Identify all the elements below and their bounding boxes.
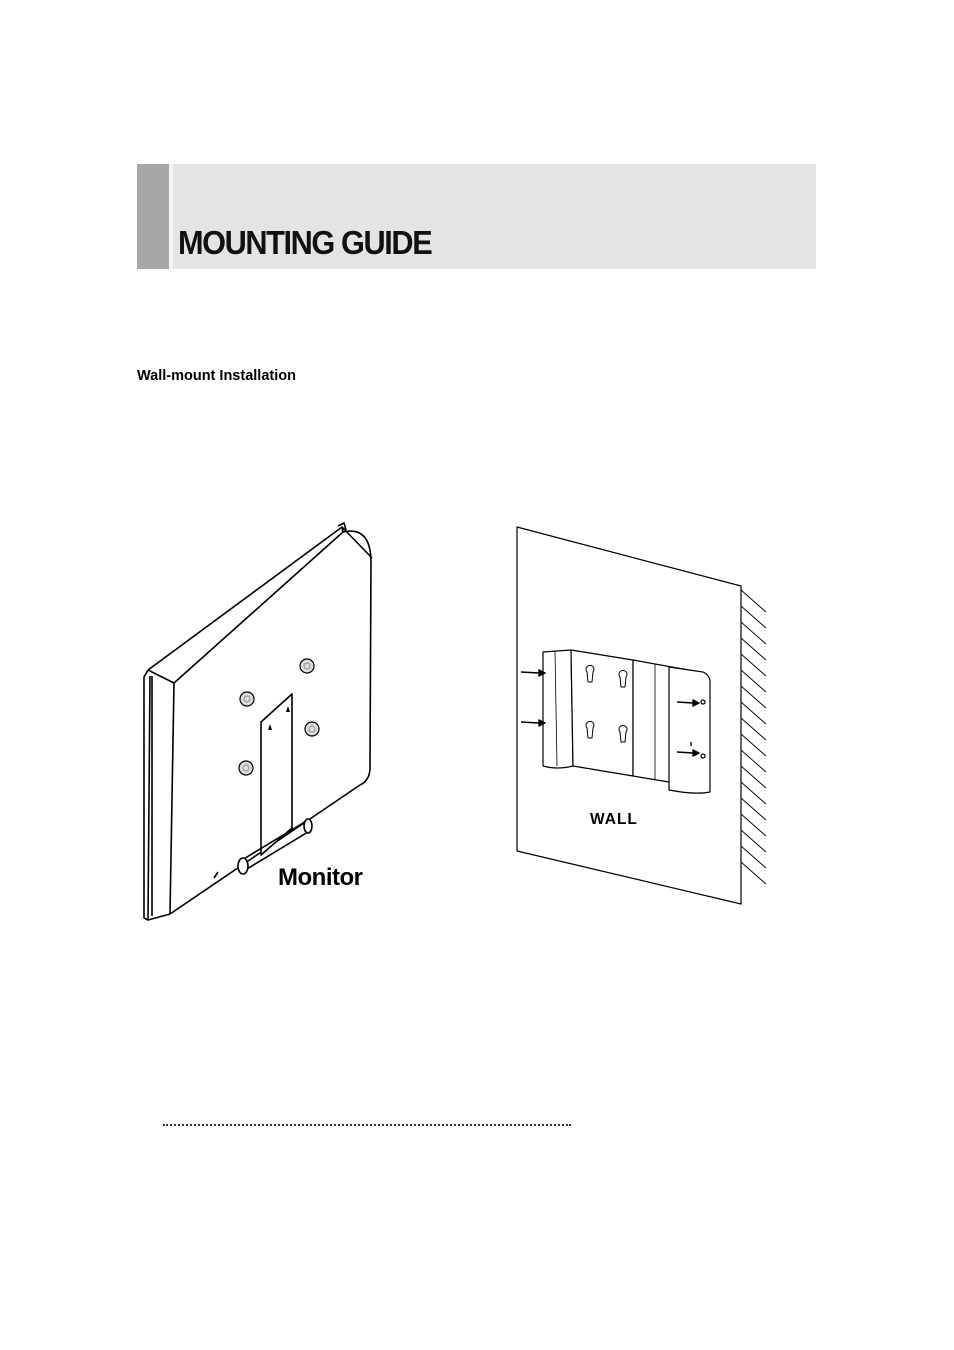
screw-hole — [239, 761, 253, 775]
header-divider — [169, 164, 173, 269]
monitor-label: Monitor — [278, 864, 363, 891]
screw-hole — [240, 692, 254, 706]
wall-bracket-illustration — [505, 520, 785, 915]
section-heading: Wall-mount Installation — [137, 368, 296, 384]
mounting-rail — [261, 694, 292, 855]
bracket-main-plate — [571, 650, 633, 776]
screw-hole — [300, 659, 314, 673]
bracket-right-tab — [669, 667, 710, 793]
wall-label: WALL — [590, 811, 638, 828]
monitor-left-edge — [144, 670, 170, 920]
screw-hole — [305, 722, 319, 736]
bracket-left-tab — [543, 650, 573, 768]
page-title: MOUNTING GUIDE — [178, 224, 432, 261]
dotted-rule — [163, 1124, 571, 1126]
wall-hatching — [741, 590, 766, 884]
header-accent-bar — [137, 164, 169, 269]
